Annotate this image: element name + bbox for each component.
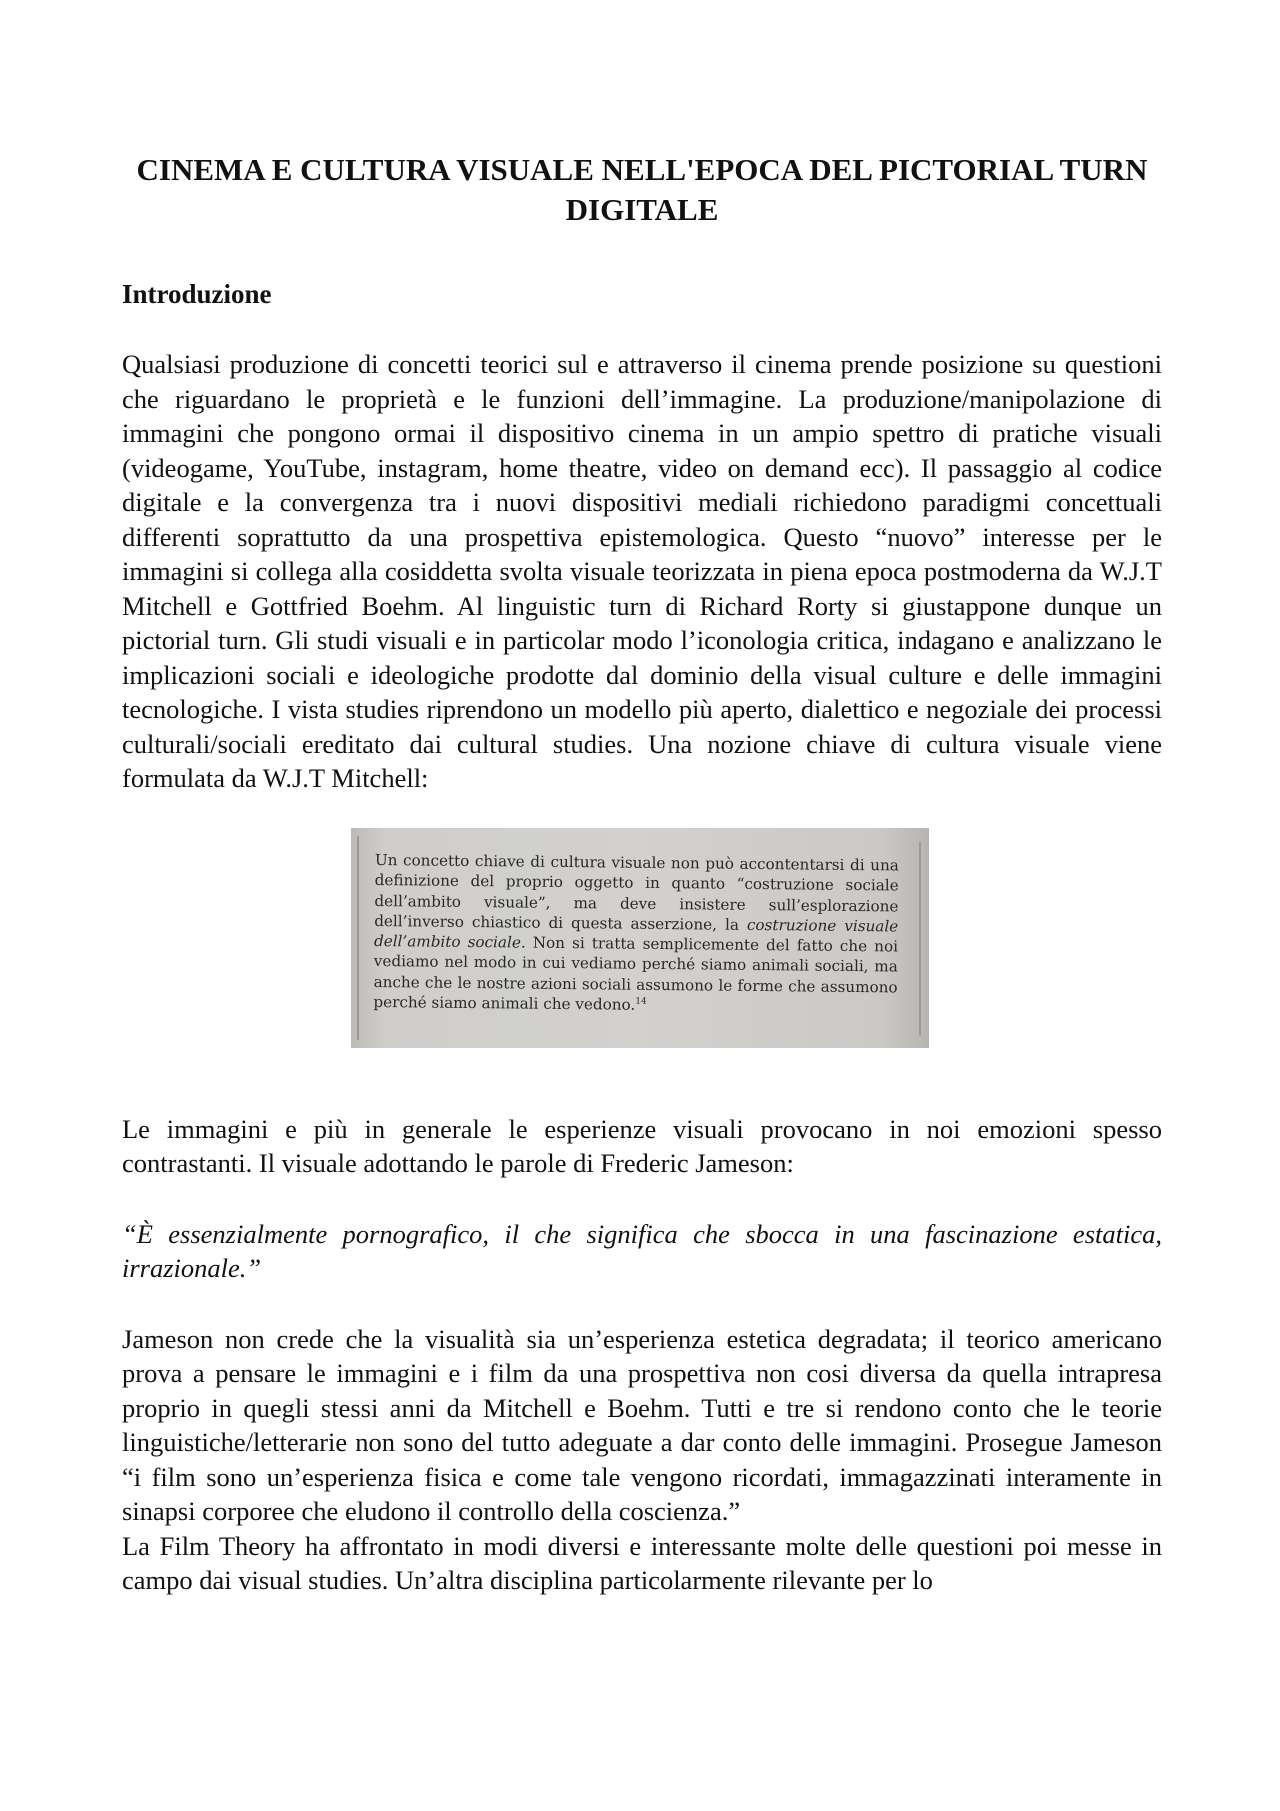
quote-text-part-a: Un concetto chiave di cultura visuale non può accontentarsi di una definizione del proprio oggetto in quanto “costruzione sociale dell’ambito visuale”, ma deve insistere sull’esplorazione dell’inverso chiastico di questa asserzione, la: [374, 850, 899, 934]
paragraph-jameson-quote: “È essenzialmente pornografico, il che significa che sbocca in una fascinazione estatica, irrazionale.”: [122, 1218, 1162, 1283]
quote-text-italic: costruzione visuale dell’ambito sociale: [373, 915, 899, 952]
footnote-marker: 14: [635, 996, 647, 1007]
quote-image-text: [373, 850, 899, 1018]
paragraph-film-theory: La Film Theory ha affrontato in modi diversi e interessante molte delle questioni poi messe in campo dai visual studies. Un’altra disciplina particolarmente rilevante per lo: [122, 1530, 1162, 1595]
document-title: CINEMA E CULTURA VISUALE NELL'EPOCA DEL PICTORIAL TURN DIGITALE: [136, 152, 1148, 227]
paragraph-jameson-discussion: Jameson non crede che la visualità sia un’esperienza estetica degradata; il teorico americano prova a pensare le immagini e i film da una prospettiva non cosi diversa da quella intrapresa proprio in quegli stessi anni da Mitchell e Boehm. Tutti e tre si rendono conto che le teorie linguistiche/letterarie non sono del tutto adeguate a dar conto delle immagini. Prosegue Jameson “i film sono un’esperienza fisica e come tale vengono ricordati, immagazzinati interamente in sinapsi corporee che eludono il controllo della coscienza.”: [122, 1323, 1162, 1526]
document-page: [122, 150, 1162, 1598]
quote-text-part-b: . Non si tratta semplicemente del fatto che noi vediamo nel modo in cui vediamo perché siamo animali sociali, ma anche che le nostre azioni sociali assumono le forme che assumono perché siamo animali che vedono.: [373, 933, 899, 1014]
paragraph-emotions: Le immagini e più in generale le esperienze visuali provocano in noi emozioni spesso contrastanti. Il visuale adottando le parole di Frederic Jameson:: [122, 1113, 1162, 1178]
paragraph-intro: Qualsiasi produzione di concetti teorici sul e attraverso il cinema prende posizione su questioni che riguardano le proprietà e le funzioni dell’immagine. La produzione/manipolazione di immagini che pongono ormai il dispositivo cinema in un ampio spettro di pratiche visuali (videogame, YouTube, instagram, home theatre, video on demand ecc). Il passaggio al codice digitale e la convergenza tra i nuovi dispositivi mediali richiedono paradigmi concettuali differenti soprattutto da una prospettiva epistemologica. Questo “nuovo” interesse per le immagini si collega alla cosiddetta svolta visuale teorizzata in piena epoca postmoderna da W.J.T Mitchell e Gottfried Boehm. Al linguistic turn di Richard Rorty si giustappone dunque un pictorial turn. Gli studi visuali e in particolar modo l’iconologia critica, indagano e analizzano le implicazioni sociali e ideologiche prodotte dal dominio della visual culture e delle immagini tecnologiche. I vista studies riprendono un modello più aperto, dialettico e negoziale dei processi culturali/sociali ereditato dai cultural studies. Una nozione chiave di cultura visuale viene formulata da W.J.T Mitchell:: [122, 349, 1162, 793]
quote-image: [351, 828, 929, 1048]
section-heading: Introduzione: [122, 279, 272, 309]
